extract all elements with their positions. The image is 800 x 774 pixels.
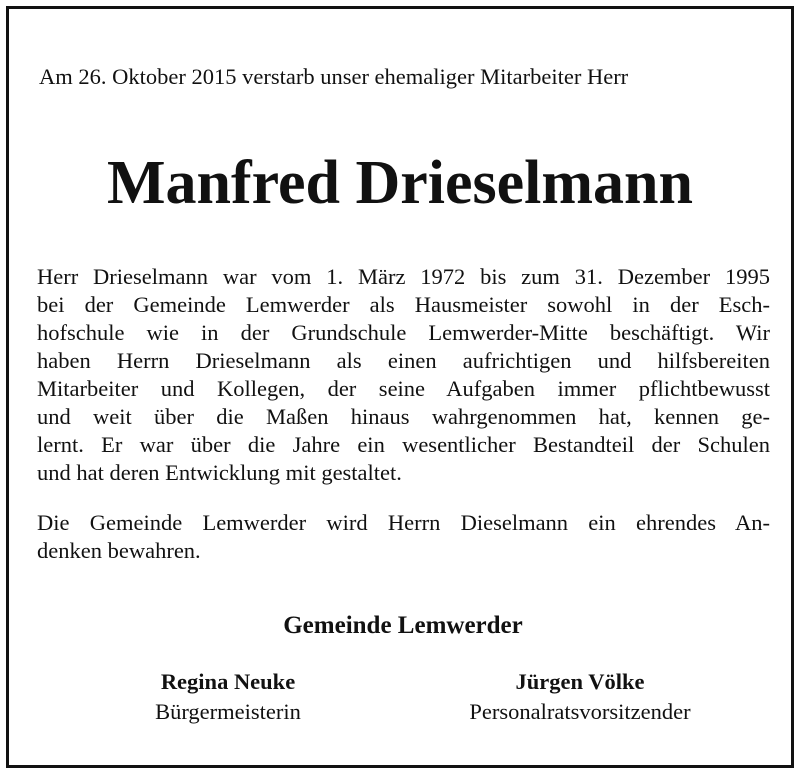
obituary-notice bbox=[6, 6, 794, 768]
text-line: Die Gemeinde Lemwerder wird Herrn Dieselmann ein ehrendes An- bbox=[37, 510, 770, 535]
signatory-role: Bürgermeisterin bbox=[155, 699, 301, 724]
text-line: lernt. Er war über die Jahre ein wesentlicher Bestandteil der Schulen bbox=[37, 432, 770, 457]
signatory-left bbox=[105, 667, 351, 727]
signatory-name: Jürgen Völke bbox=[515, 669, 645, 694]
text-line: denken bewahren. bbox=[37, 538, 201, 563]
text-line: und weit über die Maßen hinaus wahrgenommen hat, kennen ge- bbox=[37, 404, 770, 429]
text-line: bei der Gemeinde Lemwerder als Hausmeister sowohl in der Esch- bbox=[37, 292, 770, 317]
biography-paragraph bbox=[37, 263, 770, 487]
text-line: hofschule wie in der Grundschule Lemwerder-Mitte beschäftigt. Wir bbox=[37, 320, 770, 345]
intro-line: Am 26. Oktober 2015 verstarb unser ehemaliger Mitarbeiter Herr bbox=[39, 64, 629, 89]
text-line: Mitarbeiter und Kollegen, der seine Aufgaben immer pflichtbewusst bbox=[37, 376, 770, 401]
text-line: und hat deren Entwicklung mit gestaltet. bbox=[37, 460, 402, 485]
text-line: haben Herrn Drieselmann als einen aufrichtigen und hilfsbereiten bbox=[37, 348, 770, 373]
remembrance-paragraph bbox=[37, 509, 770, 565]
signatory-right bbox=[447, 667, 713, 727]
signatory-role: Personalratsvorsitzender bbox=[469, 699, 691, 724]
deceased-name: Manfred Drieselmann bbox=[106, 149, 694, 217]
organization-name: Gemeinde Lemwerder bbox=[283, 612, 523, 639]
text-line: Herr Drieselmann war vom 1. März 1972 bis zum 31. Dezember 1995 bbox=[37, 264, 770, 289]
signatory-name: Regina Neuke bbox=[160, 669, 296, 694]
